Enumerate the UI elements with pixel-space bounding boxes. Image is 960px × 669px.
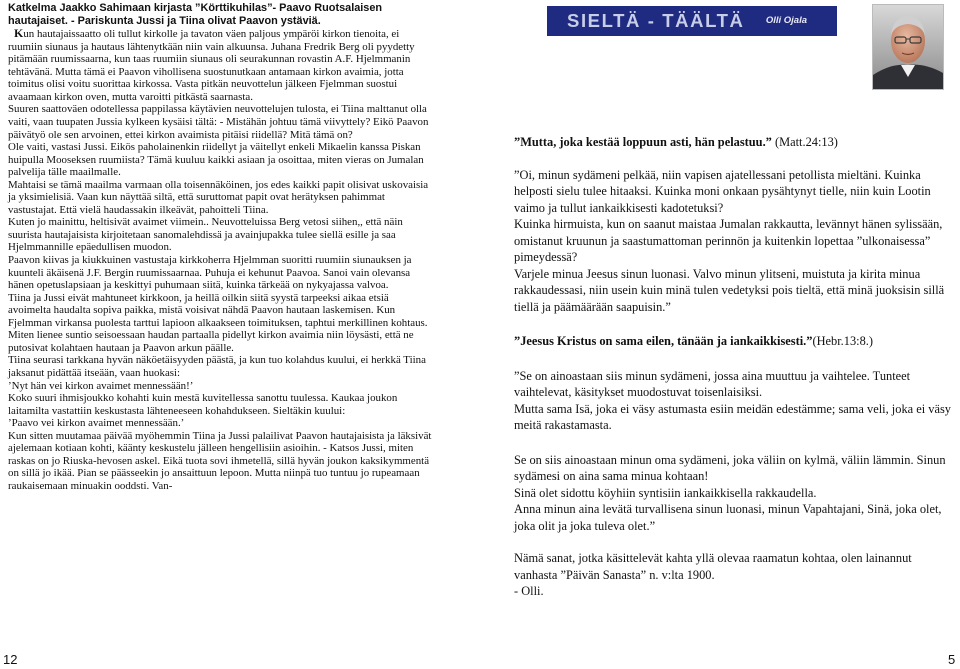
meditation-paragraph-9: Nämä sanat, jotka käsittelevät kahta yllä olevaa raamatun kohtaa, olen lainannut vanhasta ”Päivän Sanasta” n. v:lta 1900. bbox=[514, 551, 912, 582]
column-author: Olli Ojala bbox=[765, 15, 807, 26]
column-header-bar bbox=[547, 6, 837, 36]
signature: - Olli. bbox=[514, 584, 544, 598]
meditation-paragraph-4: ”Se on ainoastaan siis minun sydämeni, jossa aina muuttuu ja vaihtelee. Tunteet vaihtelevat, käsitykset muodostuvat toisenlaisiksi. bbox=[514, 368, 911, 399]
drop-cap: K bbox=[14, 26, 24, 41]
page-number-right: 5 bbox=[948, 652, 956, 667]
right-meditation bbox=[514, 134, 954, 600]
verse-1: ”Mutta, joka kestää loppuun asti, hän pelastuu.” (Matt.24:13) bbox=[514, 135, 838, 149]
article-quote-2: ’Paavo vei kirkon avaimet mennessään.’ bbox=[8, 417, 185, 430]
meditation-paragraph-8: Anna minun aina levätä turvallisena sinun luonasi, minun Vapahtajani, Sinä, joka olet, joka olit ja joka tuleva olet.” bbox=[514, 502, 942, 533]
article-paragraph-1: Kun hautajaissaatto oli tullut kirkolle ja tavaton väen paljous ympäröi kirkon tienoita, ei ruumiin siunaus ja hautaus lähtenytkään niin vain alkuunsa. Juhana Fredrik Berg oli pyydetty pitämään ruumissaarna, kun taas ruumiin siunaus oli seurakunnan rovastin A.F. Hjelmmanin tehtävänä. Mutta tämä ei Paavon vihollisena suostunutkaan antamaan kirkon avaimia, jotta toimitus olisi voitu suorittaa kirkossa. Vasta pitkän neuvottelun jälkeen Fjelmman suostui avaamaan kirkon oven, mutta varoitti pitkästä saarnasta. bbox=[8, 26, 415, 103]
author-portrait bbox=[872, 4, 944, 90]
article-paragraph-6: Paavon kiivas ja kiukkuinen vastustaja kirkkoherra Hjelmman suoritti ruumiin siunauksen ja kuunteli äkäisenä J.F. Bergin ruumissaarnaa. Puhuja ei kehunut Paavoa. Sanoi vain olevansa hänen opetuslapsiaan ja keskittyi puhumaan siitä, kuinka tärkeää on nykyajassa valvoa. bbox=[8, 254, 412, 292]
left-article bbox=[8, 2, 433, 492]
article-paragraph-10: Kun sitten muutamaa päivää myöhemmin Tiina ja Jussi palailivat Paavon hautajaisista ja läksivät ajelemaan kotiaan kohti, käänty keskustelu jälleen hengellisiin asioihin. - Katsos Jussi, miten raskas on jo Riuska-hevosen askel. Eikä tuota sovi ihmetellä, sillä hyvän joukon kaksikymmentä on sillä jo ikää. Pian se päässeekin jo ansaittuun lepoon. Mutta niinpä tuo tuntuu jo rupeamaan raukaisemaan minuakin ooddsti. Van- bbox=[8, 429, 432, 492]
meditation-paragraph-2: Kuinka hirmuista, kun on saanut maistaa Jumalan rakkautta, levännyt hänen sylissään, omistanut kruunun ja saastumattoman perinnön ja kuitenkin lopettaa ”ulkonaisessa” pimeydessä? bbox=[514, 217, 943, 264]
article-paragraph-4: Mahtaisi se tämä maailma varmaan olla toisennäköinen, jos edes kaikki papit olisivat uskovaisia ja yksimielisiä. Vaan kun näyttää siltä, että suruttomat papit ovat herätyksen pahimmat vastustajat. Että vielä haudassakin ilkeävät, pahoitteli Tiina. bbox=[8, 178, 429, 216]
meditation-paragraph-5: Mutta sama Isä, joka ei väsy astumasta esiin meidän edestämme; sama veli, joka ei väsy meitä rakastamasta. bbox=[514, 401, 951, 432]
meditation-paragraph-3: Varjele minua Jeesus sinun luonasi. Valvo minun ylitseni, muistuta ja kirita minua rakkaudessasi, niin usein kuin minä tulen vedetyksi pois tieltä, että minä juoksisin sillä tiellä ja päämäärään saapuisin.” bbox=[514, 266, 945, 314]
meditation-paragraph-1: ”Oi, minun sydämeni pelkää, niin vapisen ajatellessani petollista mieltäni. Kuinka helposti sielu tulee hitaaksi. Kuinka moni onkaan pysähtynyt tielle, niin kuin Lootin vaimo ja tullut iankaikkisesti kadotetuksi? bbox=[514, 167, 931, 215]
article-caption: Katkelma Jaakko Sahimaan kirjasta ”Körttikuhilas”- Paavo Ruotsalaisen hautajaiset. - Pariskunta Jussi ja Tiina olivat Paavon ystäviä. bbox=[8, 2, 383, 27]
article-quote-1: ’Nyt hän vei kirkon avaimet mennessään!’ bbox=[8, 379, 194, 392]
meditation-paragraph-6: Se on siis ainoastaan minun oma sydämeni, joka väliin on kylmä, väliin lämmin. Sinun sydämesi on aina sama minua kohtaan! bbox=[514, 452, 946, 483]
article-paragraph-5: Kuten jo mainittu, heltisivät avaimet viimein.. Neuvotteluissa Berg vetosi siihen,, että näin suurista hautajaisista kirjoitetaan sanomalehdissä ja avainjupakka tulee siellä esille ja saa Hjelmmannille epäedullisen muodon. bbox=[8, 216, 403, 254]
page-number-left: 12 bbox=[3, 652, 18, 667]
article-paragraph-9: Koko suuri ihmisjoukko kohahti kuin mestä kuvitellessa sanottu tuulessa. Kaukaa joukon laitamilta vastattiin keskustasta lähteneeseen kohahdukseen. Sieltäkin kuului: bbox=[8, 392, 398, 417]
verse-2: ”Jeesus Kristus on sama eilen, tänään ja iankaikkisesti.”(Hebr.13:8.) bbox=[514, 334, 874, 348]
article-paragraph-2: Suuren saattoväen odotellessa pappilassa käytävien neuvottelujen tulosta, ei Tiina malttanut olla vaiti, vaan tuupaten Jussia kylkeen kysäisi tältä: - Mistähän johtuu tämä viivyttely? Eikö Paavon päivätyö ole sen arvoinen, ettei kirkon avaimista pitäisi riidellä? Mitä tämä on? bbox=[8, 103, 429, 141]
article-paragraph-8: Tiina seurasi tarkkana hyvän näköetäisyyden päästä, ja kun tuo kolahdus kuului, ei herkkä Tiina jaksanut pidättää itseään, vaan huokasi: bbox=[8, 354, 426, 379]
article-paragraph-3: Ole vaiti, vastasi Jussi. Eikös paholainenkin riidellyt ja väitellyt enkeli Mikaelin kanssa Piskan huipulla Mooseksen ruumiista? Tämä kuuluu kaikki asiaan ja osoittaa, miten vieras on Jumalan palvelija tälle maailmalle. bbox=[8, 141, 424, 179]
meditation-paragraph-7: Sinä olet sidottu köyhiin syntisiin iankaikkisella rakkaudella. bbox=[514, 485, 817, 500]
article-paragraph-7: Tiina ja Jussi eivät mahtuneet kirkkoon, ja heillä oilkin siitä syystä tarpeeksi aikaa etsiä avoimelta haudalta sopiva paikka, mistä voisivat nähdä Paavon hautaan laskemisen. Kun Fjelmman virkansa puolesta tarttui lapioon alkaakseen toimituksen, taphtui merkillinen kohtaus. Miten lienee suntio seisoessaan haudan partaalla pidellyt kirkon avaimia niin löysästi, että ne putosivat kolahtaen hautaan ja Paavon arkun päälle. bbox=[8, 291, 428, 354]
column-title: SIELTÄ - TÄÄLTÄ bbox=[567, 10, 745, 31]
